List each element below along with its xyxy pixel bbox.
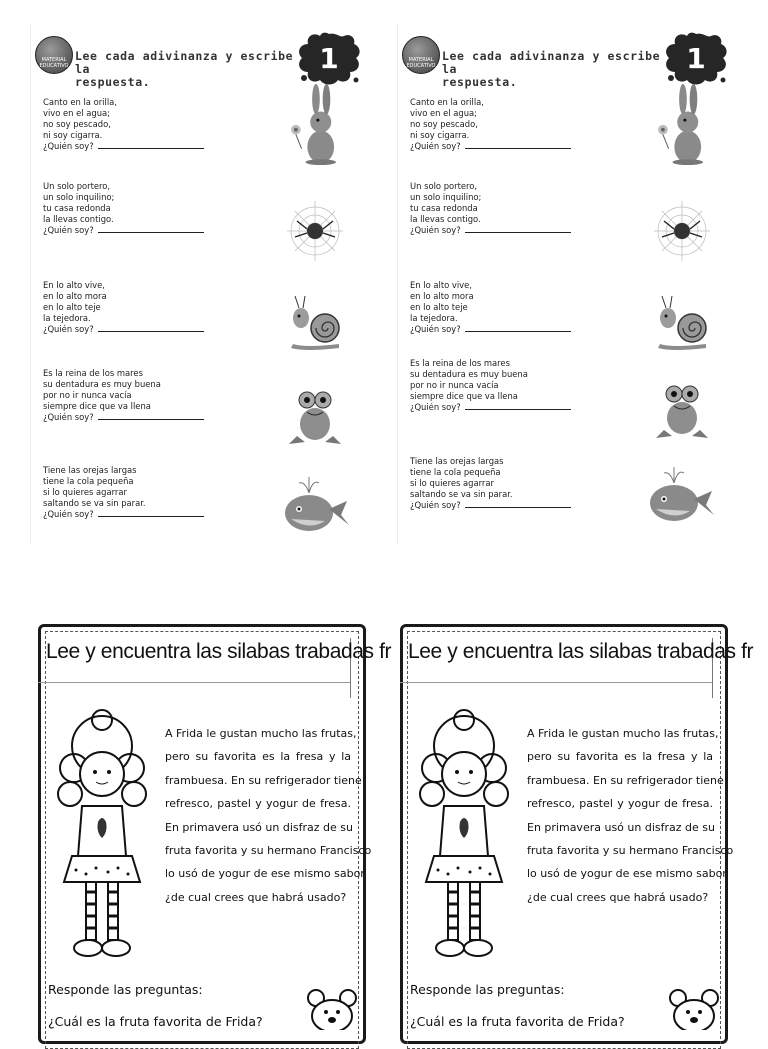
answer-blank[interactable] [98, 412, 204, 420]
riddle-line: saltando se va sin parar. [43, 498, 146, 508]
riddle-line: En lo alto vive, [43, 280, 105, 290]
riddle-line: siempre dice que va llena [410, 391, 518, 401]
riddle-line: saltando se va sin parar. [410, 489, 513, 499]
riddle-question: ¿Quién soy? [43, 141, 94, 151]
story-line: lo usó de yogur de ese mismo sabor [527, 867, 727, 881]
story-text [165, 722, 372, 909]
answer-blank[interactable] [465, 402, 571, 410]
rabbit-icon [285, 80, 345, 166]
riddle-question: ¿Quién soy? [410, 141, 461, 151]
riddle-question: ¿Quién soy? [410, 500, 461, 510]
riddle-1 [43, 97, 253, 152]
badge-number: 1 [686, 42, 706, 75]
story-line: A Frida le gustan mucho las frutas, [165, 727, 357, 740]
logo-text: MATERIAL EDUCATIVO [39, 57, 69, 69]
story-line: En primavera usó un disfraz de su [527, 820, 715, 834]
riddle-1 [410, 97, 620, 152]
riddle-question: ¿Quién soy? [410, 402, 461, 412]
title-box [44, 638, 392, 698]
riddle-worksheet-left [30, 24, 367, 544]
riddle-line: Un solo portero, [43, 181, 111, 191]
riddle-line: por no ir nunca vacía [43, 390, 132, 400]
badge-number: 1 [319, 42, 339, 75]
story-line: fruta favorita y su hermano Francisco [165, 844, 372, 858]
riddle-line: su dentadura es muy buena [410, 369, 528, 379]
reading-worksheet-right [396, 620, 754, 1029]
riddle-line: siempre dice que va llena [43, 401, 151, 411]
story-line: pero su favorita es la fresa y la [165, 750, 351, 764]
worksheet-title: Lee y encuentra las silabas trabadas fr [408, 640, 754, 663]
respond-label: Responde las preguntas: [48, 982, 203, 997]
bear-icon [304, 986, 360, 1030]
worksheet-header [31, 30, 368, 89]
girl-illustration-icon [52, 706, 152, 976]
bear-icon [666, 986, 722, 1030]
riddle-line: Tiene las orejas largas [410, 456, 504, 466]
story-line: En primavera usó un disfraz de su [165, 820, 353, 834]
riddle-line: si lo quieres agarrar [43, 487, 127, 497]
riddle-worksheet-right [397, 24, 734, 544]
spider-icon [652, 188, 712, 274]
whale-icon [279, 462, 351, 548]
riddle-line: la llevas contigo. [410, 214, 481, 224]
instruction-line-1: Lee cada adivinanza y escribe la [442, 49, 661, 76]
riddle-3 [43, 280, 253, 335]
riddle-line: ni soy cigarra. [410, 130, 470, 140]
answer-blank[interactable] [98, 141, 204, 149]
story-line: pero su favorita es la fresa y la [527, 750, 713, 764]
riddle-line: en lo alto mora [43, 291, 107, 301]
riddle-line: tu casa redonda [410, 203, 478, 213]
question-1: ¿Cuál es la fruta favorita de Frida? [48, 1014, 263, 1029]
riddle-2 [43, 181, 253, 236]
riddle-question: ¿Quién soy? [43, 324, 94, 334]
paint-splash-badge-icon [663, 30, 729, 86]
logo-icon [35, 36, 73, 74]
answer-blank[interactable] [98, 324, 204, 332]
spider-icon [285, 188, 345, 274]
riddle-line: Tiene las orejas largas [43, 465, 137, 475]
riddle-5 [410, 456, 620, 511]
answer-blank[interactable] [465, 324, 571, 332]
riddle-line: vivo en el agua; [410, 108, 477, 118]
question-1: ¿Cuál es la fruta favorita de Frida? [410, 1014, 625, 1029]
story-line: refresco, pastel y yogur de fresa. [527, 797, 713, 811]
logo-icon [402, 36, 440, 74]
riddle-line: tiene la cola pequeña [410, 467, 501, 477]
riddle-line: si lo quieres agarrar [410, 478, 494, 488]
answer-blank[interactable] [98, 509, 204, 517]
riddle-line: la llevas contigo. [43, 214, 114, 224]
respond-label: Responde las preguntas: [410, 982, 565, 997]
riddle-line: ni soy cigarra. [43, 130, 103, 140]
worksheet-header [398, 30, 735, 89]
riddle-question: ¿Quién soy? [43, 412, 94, 422]
story-line: lo usó de yogur de ese mismo sabor [165, 867, 365, 881]
riddle-line: en lo alto mora [410, 291, 474, 301]
riddle-line: su dentadura es muy buena [43, 379, 161, 389]
title-box [406, 638, 754, 698]
whale-icon [644, 452, 716, 538]
frog-icon [285, 372, 345, 458]
riddle-line: la tejedora. [43, 313, 91, 323]
riddle-line: la tejedora. [410, 313, 458, 323]
paint-splash-badge-icon [296, 30, 362, 86]
answer-blank[interactable] [465, 225, 571, 233]
riddle-2 [410, 181, 620, 236]
answer-blank[interactable] [98, 225, 204, 233]
riddle-question: ¿Quién soy? [410, 225, 461, 235]
riddle-line: tiene la cola pequeña [43, 476, 134, 486]
instruction-text [75, 50, 297, 89]
riddle-line: en lo alto teje [43, 302, 101, 312]
divider [400, 682, 712, 683]
story-line: frambuesa. En su refrigerador tiene [165, 773, 362, 787]
riddle-line: no soy pescado, [410, 119, 478, 129]
frog-icon [652, 366, 712, 452]
rabbit-icon [652, 80, 712, 166]
story-line: ¿de cual crees que habrá usado? [165, 890, 347, 904]
story-line: frambuesa. En su refrigerador tiene [527, 773, 724, 787]
riddle-5 [43, 465, 253, 520]
snail-icon [652, 280, 712, 366]
instruction-text [442, 50, 664, 89]
riddle-line: un solo inquilino; [43, 192, 115, 202]
instruction-line-2: respuesta. [442, 75, 518, 89]
worksheet-title: Lee y encuentra las silabas trabadas fr [46, 640, 392, 663]
girl-illustration-icon [414, 706, 514, 976]
snail-icon [285, 280, 345, 366]
riddle-4 [410, 358, 620, 413]
riddle-line: un solo inquilino; [410, 192, 482, 202]
riddle-line: no soy pescado, [43, 119, 111, 129]
story-line: refresco, pastel y yogur de fresa. [165, 797, 351, 811]
reading-worksheet-left [34, 620, 392, 1029]
riddle-3 [410, 280, 620, 335]
answer-blank[interactable] [465, 141, 571, 149]
riddle-line: Es la reina de los mares [43, 368, 143, 378]
story-line: fruta favorita y su hermano Francisco [527, 844, 734, 858]
answer-blank[interactable] [465, 500, 571, 508]
riddle-line: Un solo portero, [410, 181, 478, 191]
riddle-question: ¿Quién soy? [43, 509, 94, 519]
riddle-line: vivo en el agua; [43, 108, 110, 118]
riddle-line: En lo alto vive, [410, 280, 472, 290]
riddle-line: Canto en la orilla, [43, 97, 117, 107]
riddle-line: por no ir nunca vacía [410, 380, 499, 390]
divider [38, 682, 350, 683]
instruction-line-2: respuesta. [75, 75, 151, 89]
story-line: A Frida le gustan mucho las frutas, [527, 727, 719, 740]
logo-text: MATERIAL EDUCATIVO [406, 57, 436, 69]
story-line: ¿de cual crees que habrá usado? [527, 890, 709, 904]
riddle-4 [43, 368, 253, 423]
riddle-line: Canto en la orilla, [410, 97, 484, 107]
riddle-question: ¿Quién soy? [410, 324, 461, 334]
riddle-line: tu casa redonda [43, 203, 111, 213]
riddle-line: Es la reina de los mares [410, 358, 510, 368]
riddle-line: en lo alto teje [410, 302, 468, 312]
instruction-line-1: Lee cada adivinanza y escribe la [75, 49, 294, 76]
story-text [527, 722, 734, 909]
riddle-question: ¿Quién soy? [43, 225, 94, 235]
